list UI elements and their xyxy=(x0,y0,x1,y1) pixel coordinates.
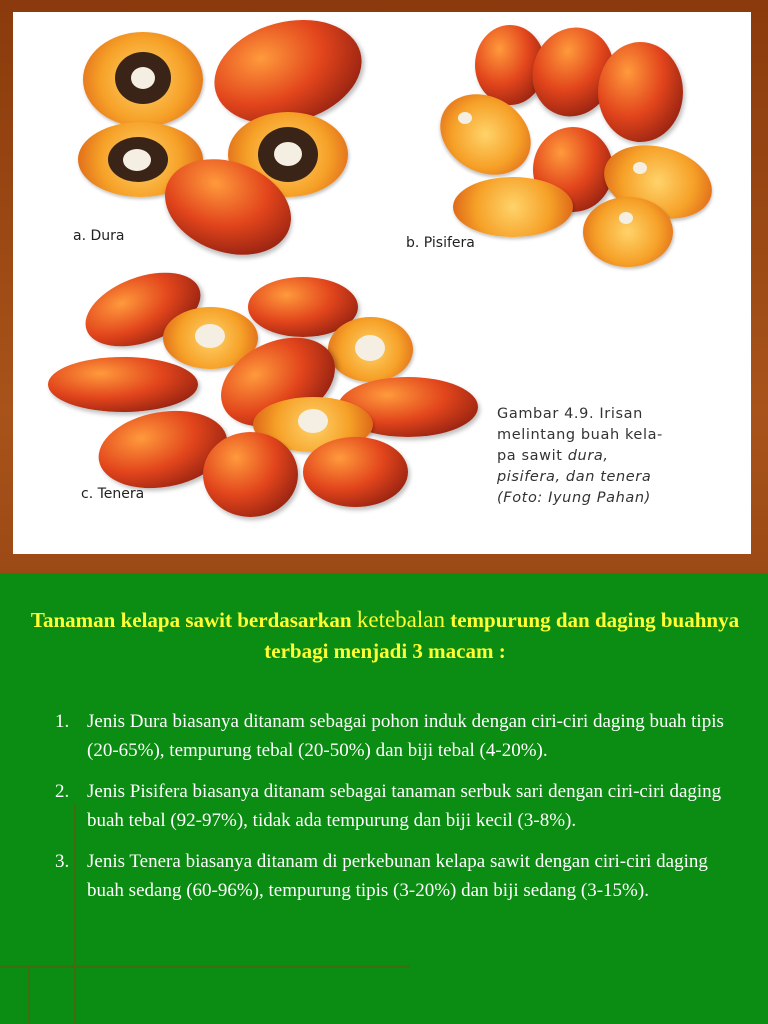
decorative-line xyxy=(0,965,410,968)
caption-text: pa sawit xyxy=(497,448,568,464)
list-text: Jenis Tenera biasanya ditanam di perkebunan kelapa sawit dengan ciri-ciri daging buah sedang (60-96%), tempurung tipis (3-20%) dan biji sedang (3-15%). xyxy=(87,851,708,901)
heading-emphasis: ketebalan xyxy=(356,607,445,632)
caption-italic: (Foto: Iyung Pahan) xyxy=(497,490,651,506)
caption-line: melintang buah kela- xyxy=(497,427,663,443)
heading-text: tempurung dan daging buahnya terbagi menjadi 3 macam : xyxy=(264,608,740,663)
pisifera-fruit-illustration xyxy=(433,17,723,267)
pisifera-label: b. Pisifera xyxy=(406,235,475,251)
tenera-fruit-illustration xyxy=(48,272,478,517)
caption-italic: pisifera, dan tenera xyxy=(497,469,652,485)
list-number: 1. xyxy=(55,711,70,732)
caption-line xyxy=(497,488,727,509)
dura-fruit-illustration xyxy=(63,22,383,242)
caption-line xyxy=(497,446,727,467)
list-item xyxy=(55,778,745,835)
dura-label: a. Dura xyxy=(73,228,125,244)
list-number: 3. xyxy=(55,851,70,872)
list-text: Jenis Dura biasanya ditanam sebagai pohon induk dengan ciri-ciri daging buah tipis (20-65%), tempurung tebal (20-50%) dan biji tebal (4-20%). xyxy=(87,711,724,761)
list-item xyxy=(55,708,745,765)
figure-caption xyxy=(497,404,727,509)
fruit-photo xyxy=(13,12,751,554)
slide-heading xyxy=(30,604,740,667)
heading-text: Tanaman kelapa sawit berdasarkan xyxy=(30,608,357,632)
caption-italic: dura, xyxy=(567,448,609,464)
list-item xyxy=(55,848,745,905)
tenera-label: c. Tenera xyxy=(81,486,145,502)
caption-line xyxy=(497,467,727,488)
caption-line: Gambar 4.9. Irisan xyxy=(497,406,643,422)
decorative-line xyxy=(28,965,30,1024)
list-number: 2. xyxy=(55,781,70,802)
variety-list xyxy=(55,708,745,918)
list-text: Jenis Pisifera biasanya ditanam sebagai tanaman serbuk sari dengan ciri-ciri daging buah tebal (92-97%), tidak ada tempurung dan biji kecil (3-8%). xyxy=(87,781,722,831)
